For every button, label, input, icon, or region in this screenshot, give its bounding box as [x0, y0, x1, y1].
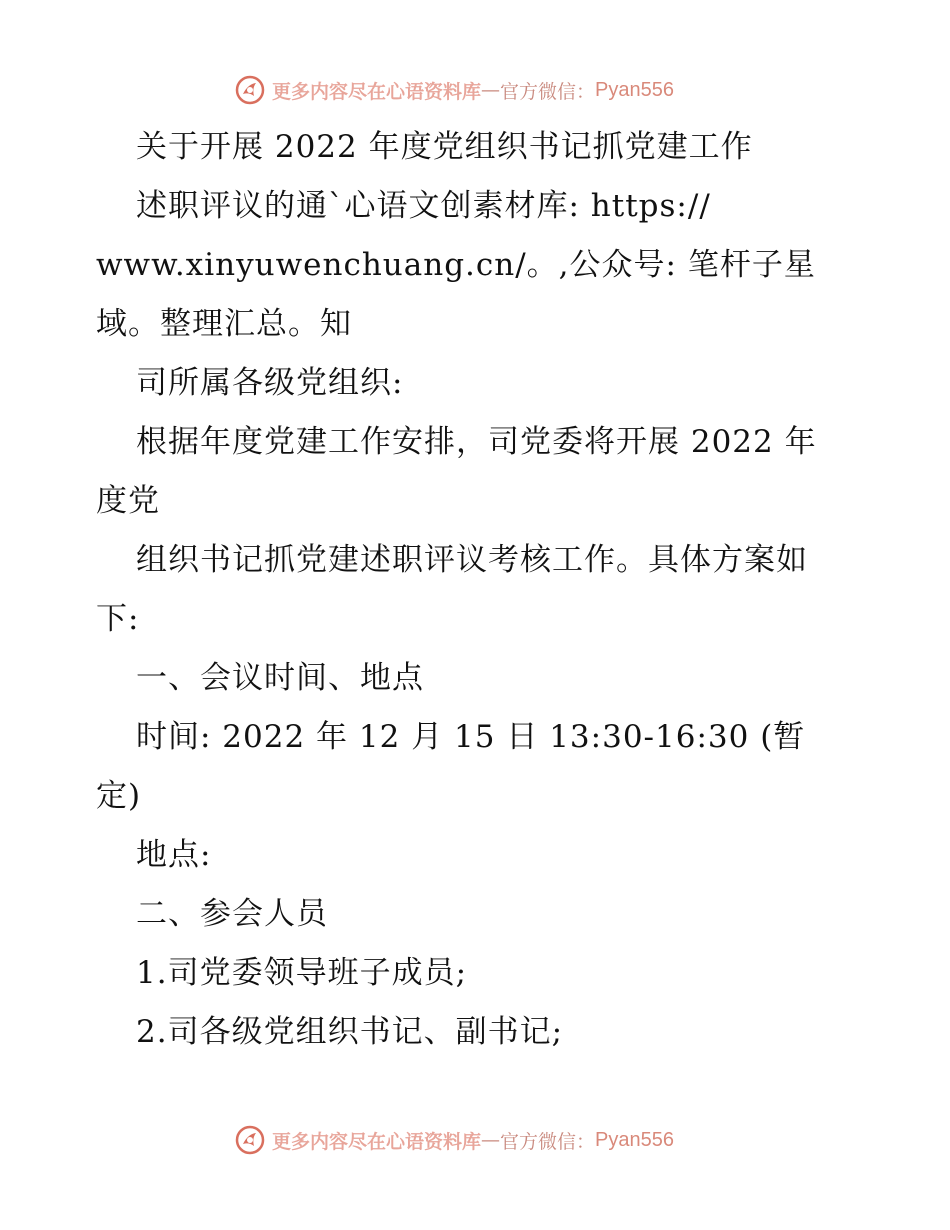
document-line: 时间: 2022 年 12 月 15 日 13:30-16:30 (暂 — [136, 719, 806, 755]
logo-icon — [234, 74, 266, 106]
watermark-official: 官方微信： — [500, 1130, 596, 1153]
document-line: 述职评议的通`心语文创素材库: https:// — [136, 188, 711, 224]
document-line: www.xinyuwenchuang.cn/。,公众号: 笔杆子星 — [96, 247, 816, 283]
document-line: 一、会议时间、地点 — [136, 660, 424, 696]
watermark-official: 官方微信： — [500, 80, 596, 103]
document-body — [96, 118, 856, 1062]
watermark-separator: — — [481, 79, 501, 101]
document-line: 度党 — [96, 483, 160, 519]
document-line: 2.司各级党组织书记、副书记; — [136, 1014, 564, 1050]
document-line: 司所属各级党组织: — [136, 365, 404, 401]
watermark-header — [234, 72, 674, 108]
watermark-separator: — — [481, 1129, 501, 1151]
watermark-wechat-id: Pyan556 — [595, 1128, 674, 1151]
watermark-wechat-id: Pyan556 — [595, 78, 674, 101]
document-line: 定) — [96, 778, 142, 814]
document-line: 1.司党委领导班子成员; — [136, 955, 468, 991]
watermark-footer — [234, 1122, 674, 1158]
document-line: 二、参会人员 — [136, 896, 328, 932]
document-line: 组织书记抓党建述职评议考核工作。具体方案如 — [136, 542, 808, 578]
logo-icon — [234, 1124, 266, 1156]
document-line: 地点: — [136, 837, 212, 873]
watermark-brand: 更多内容尽在心语资料库 — [272, 1130, 482, 1153]
watermark-brand: 更多内容尽在心语资料库 — [272, 80, 482, 103]
document-line: 关于开展 2022 年度党组织书记抓党建工作 — [136, 129, 753, 165]
document-line: 域。整理汇总。知 — [96, 306, 352, 342]
document-line: 根据年度党建工作安排，司党委将开展 2022 年 — [136, 424, 817, 460]
document-line: 下: — [96, 601, 140, 637]
